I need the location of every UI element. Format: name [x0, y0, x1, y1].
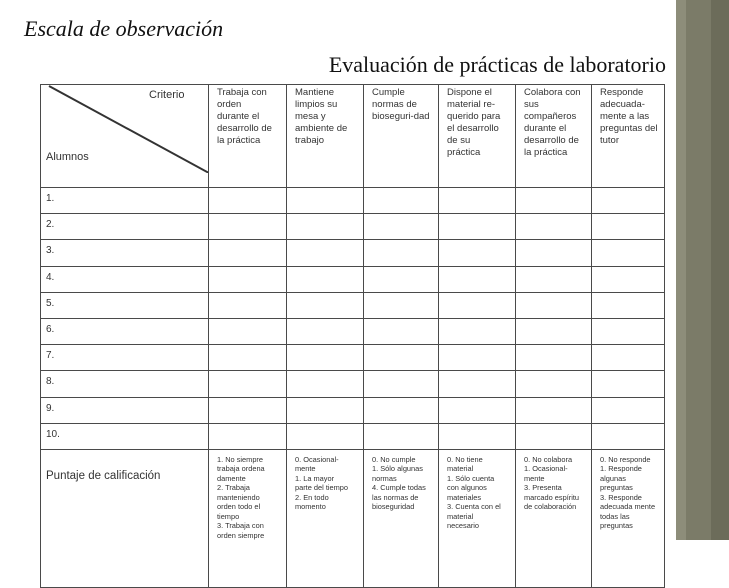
- cell-text-line: compañeros: [524, 111, 577, 122]
- cell-text-line: marcado espíritu: [524, 492, 580, 502]
- criterion-header-crit-limpios: [287, 85, 364, 188]
- score-entry-cell[interactable]: [439, 188, 516, 214]
- cell-text-line: Colabora con: [524, 87, 581, 98]
- score-entry-cell[interactable]: [209, 240, 287, 266]
- student-number: 1.: [41, 188, 209, 214]
- score-entry-cell[interactable]: [516, 214, 592, 240]
- cell-text-line: 0. No colabora: [524, 454, 573, 464]
- cell-text-line: 2. Trabaja: [217, 483, 250, 493]
- cell-text-line: material: [447, 464, 474, 474]
- table-title: Evaluación de prácticas de laboratorio: [328, 52, 666, 77]
- student-number: 8.: [41, 371, 209, 397]
- cell-text-line: mente a las: [600, 111, 650, 122]
- score-entry-cell[interactable]: [592, 371, 665, 397]
- side-decoration-bar: [676, 0, 729, 540]
- score-entry-cell[interactable]: [209, 214, 287, 240]
- cell-text-line: Trabaja con: [217, 87, 267, 98]
- score-entry-cell[interactable]: [592, 292, 665, 318]
- score-entry-cell[interactable]: [364, 318, 439, 344]
- student-row: [41, 188, 665, 214]
- score-entry-cell[interactable]: [516, 266, 592, 292]
- cell-text-line: Responde: [600, 87, 644, 98]
- cell-text-line: desarrollo de: [217, 123, 272, 134]
- score-entry-cell[interactable]: [364, 240, 439, 266]
- cell-text-line: orden todo el: [217, 502, 261, 512]
- student-number: 4.: [41, 266, 209, 292]
- score-entry-cell[interactable]: [209, 318, 287, 344]
- cell-text-line: Dispone el: [447, 87, 492, 98]
- cell-text-line: tiempo: [217, 511, 240, 521]
- score-entry-cell[interactable]: [209, 371, 287, 397]
- score-entry-cell[interactable]: [364, 423, 439, 449]
- score-entry-cell[interactable]: [439, 397, 516, 423]
- score-entry-cell[interactable]: [209, 397, 287, 423]
- students-label: Alumnos: [46, 151, 89, 163]
- score-entry-cell[interactable]: [364, 345, 439, 371]
- score-entry-cell[interactable]: [439, 266, 516, 292]
- header-row: [41, 85, 665, 188]
- cell-text-line: 3. Presenta: [524, 483, 562, 493]
- cell-text-line: normas de: [372, 99, 417, 110]
- criterion-header-crit-material: [439, 85, 516, 188]
- criterion-header-crit-orden: [209, 85, 287, 188]
- side-bar-dark-stripe: [711, 0, 729, 540]
- score-entry-cell[interactable]: [209, 292, 287, 318]
- cell-text-line: de colaboración: [524, 502, 577, 512]
- student-row: [41, 292, 665, 318]
- cell-text-line: con algunos: [447, 483, 487, 493]
- cell-text-line: el desarrollo: [447, 123, 499, 134]
- cell-text-line: bioseguridad: [372, 502, 415, 512]
- cell-text-line: necesario: [447, 521, 480, 531]
- score-entry-cell[interactable]: [364, 266, 439, 292]
- score-entry-cell[interactable]: [439, 292, 516, 318]
- score-entry-cell[interactable]: [439, 371, 516, 397]
- cell-text-line: preguntas del: [600, 123, 658, 134]
- student-row: [41, 371, 665, 397]
- student-row: [41, 345, 665, 371]
- student-row: [41, 318, 665, 344]
- cell-text-line: 1. Ocasional-: [524, 464, 568, 474]
- score-entry-cell[interactable]: [516, 371, 592, 397]
- score-legend-crit-orden: [209, 449, 287, 587]
- score-legend-row: [41, 449, 665, 587]
- cell-text-line: adecuada mente: [600, 502, 656, 512]
- score-entry-cell[interactable]: [209, 188, 287, 214]
- score-entry-cell[interactable]: [209, 345, 287, 371]
- cell-text-line: 3. Cuenta con el: [447, 502, 501, 512]
- cell-text-line: trabaja ordena: [217, 464, 265, 474]
- cell-text-line: desarrollo de: [524, 135, 579, 146]
- cell-text-line: sus: [524, 99, 539, 110]
- score-entry-cell[interactable]: [592, 240, 665, 266]
- cell-text-line: las normas de: [372, 492, 419, 502]
- student-row: [41, 214, 665, 240]
- score-entry-cell[interactable]: [209, 266, 287, 292]
- cell-text-line: tutor: [600, 135, 620, 146]
- cell-text-line: 1. La mayor: [295, 473, 335, 483]
- cell-text-line: 3. Trabaja con: [217, 521, 264, 531]
- score-entry-cell[interactable]: [516, 345, 592, 371]
- cell-text-line: 4. Cumple todas: [372, 483, 426, 493]
- score-entry-cell[interactable]: [592, 423, 665, 449]
- cell-text-line: mesa y: [295, 111, 326, 122]
- cell-text-line: todas las: [600, 511, 630, 521]
- cell-text-line: ambiente de: [295, 123, 348, 134]
- score-entry-cell[interactable]: [364, 371, 439, 397]
- student-number: 10.: [41, 423, 209, 449]
- cell-text-line: de su: [447, 135, 471, 146]
- score-entry-cell[interactable]: [592, 266, 665, 292]
- cell-text-line: querido para: [447, 111, 501, 122]
- score-entry-cell[interactable]: [516, 423, 592, 449]
- cell-text-line: durante el: [524, 123, 567, 134]
- cell-text-line: material re-: [447, 99, 496, 110]
- criterion-header-crit-bioseguridad: [364, 85, 439, 188]
- criterion-header-crit-colabora: [516, 85, 592, 188]
- cell-text-line: 0. Ocasional-: [295, 454, 339, 464]
- score-entry-cell[interactable]: [287, 240, 364, 266]
- cell-text-line: 1. Responde: [600, 464, 642, 474]
- student-number: 2.: [41, 214, 209, 240]
- criterion-header-crit-responde: [592, 85, 665, 188]
- cell-text-line: momento: [295, 502, 326, 512]
- score-entry-cell[interactable]: [439, 214, 516, 240]
- cell-text-line: material: [447, 511, 474, 521]
- cell-text-line: 1. Sólo algunas: [372, 464, 423, 474]
- score-entry-cell[interactable]: [592, 318, 665, 344]
- student-row: [41, 266, 665, 292]
- corner-cell: [41, 85, 209, 188]
- score-entry-cell[interactable]: [287, 214, 364, 240]
- cell-text-line: 0. No cumple: [372, 454, 416, 464]
- score-entry-cell[interactable]: [364, 397, 439, 423]
- score-entry-cell[interactable]: [516, 397, 592, 423]
- cell-text-line: preguntas: [600, 483, 633, 493]
- cell-text-line: materiales: [447, 492, 482, 502]
- cell-text-line: orden: [217, 99, 242, 110]
- student-row: [41, 423, 665, 449]
- score-legend-crit-colabora: [516, 449, 592, 587]
- cell-text-line: 1. Sólo cuenta: [447, 473, 495, 483]
- cell-text-line: orden siempre: [217, 530, 265, 540]
- cell-text-line: limpios su: [295, 99, 338, 110]
- score-entry-cell[interactable]: [209, 423, 287, 449]
- student-row: [41, 397, 665, 423]
- cell-text-line: 1. No siempre: [217, 454, 264, 464]
- score-entry-cell[interactable]: [287, 345, 364, 371]
- score-legend-crit-limpios: [287, 449, 364, 587]
- score-entry-cell[interactable]: [592, 214, 665, 240]
- cell-text-line: práctica: [447, 147, 481, 158]
- cell-text-line: mente: [295, 464, 316, 474]
- score-legend-crit-bioseguridad: [364, 449, 439, 587]
- cell-text-line: 0. No responde: [600, 454, 651, 464]
- score-entry-cell[interactable]: [287, 292, 364, 318]
- cell-text-line: Mantiene: [295, 87, 335, 98]
- student-number: 7.: [41, 345, 209, 371]
- slide-title: Escala de observación: [24, 16, 224, 41]
- score-entry-cell[interactable]: [516, 318, 592, 344]
- observation-table: [40, 84, 665, 588]
- cell-text-line: algunas: [600, 473, 626, 483]
- score-entry-cell[interactable]: [516, 292, 592, 318]
- cell-text-line: la práctica: [524, 147, 568, 158]
- score-entry-cell[interactable]: [439, 345, 516, 371]
- cell-text-line: normas: [372, 473, 397, 483]
- score-entry-cell[interactable]: [516, 240, 592, 266]
- cell-text-line: la práctica: [217, 135, 261, 146]
- cell-text-line: 0. No tiene: [447, 454, 483, 464]
- score-entry-cell[interactable]: [287, 423, 364, 449]
- score-entry-cell[interactable]: [287, 371, 364, 397]
- score-entry-cell[interactable]: [439, 240, 516, 266]
- score-entry-cell[interactable]: [287, 318, 364, 344]
- student-row: [41, 240, 665, 266]
- side-bar-light-stripe: [676, 0, 686, 540]
- cell-text-line: parte del tiempo: [295, 483, 348, 493]
- cell-text-line: adecuada-: [600, 99, 645, 110]
- cell-text-line: trabajo: [295, 135, 325, 146]
- score-entry-cell[interactable]: [364, 188, 439, 214]
- criteria-label: Criterio: [149, 89, 185, 101]
- cell-text-line: bioseguri-dad: [372, 111, 430, 122]
- cell-text-line: manteniendo: [217, 492, 260, 502]
- cell-text-line: preguntas: [600, 521, 633, 531]
- score-legend-crit-material: [439, 449, 516, 587]
- cell-text-line: Cumple: [372, 87, 405, 98]
- score-entry-cell[interactable]: [287, 266, 364, 292]
- student-number: 3.: [41, 240, 209, 266]
- student-number: 9.: [41, 397, 209, 423]
- cell-text-line: durante el: [217, 111, 260, 122]
- score-entry-cell[interactable]: [592, 345, 665, 371]
- score-entry-cell[interactable]: [287, 188, 364, 214]
- student-number: 5.: [41, 292, 209, 318]
- cell-text-line: mente: [524, 473, 545, 483]
- score-entry-cell[interactable]: [592, 397, 665, 423]
- cell-text-line: 2. En todo: [295, 492, 329, 502]
- score-legend-label: Puntaje de calificación: [41, 449, 209, 587]
- cell-text-line: damente: [217, 473, 246, 483]
- score-entry-cell[interactable]: [364, 214, 439, 240]
- score-entry-cell[interactable]: [364, 292, 439, 318]
- student-number: 6.: [41, 318, 209, 344]
- score-entry-cell[interactable]: [439, 423, 516, 449]
- score-legend-crit-responde: [592, 449, 665, 587]
- score-entry-cell[interactable]: [592, 188, 665, 214]
- score-entry-cell[interactable]: [439, 318, 516, 344]
- score-entry-cell[interactable]: [287, 397, 364, 423]
- score-entry-cell[interactable]: [516, 188, 592, 214]
- cell-text-line: 3. Responde: [600, 492, 642, 502]
